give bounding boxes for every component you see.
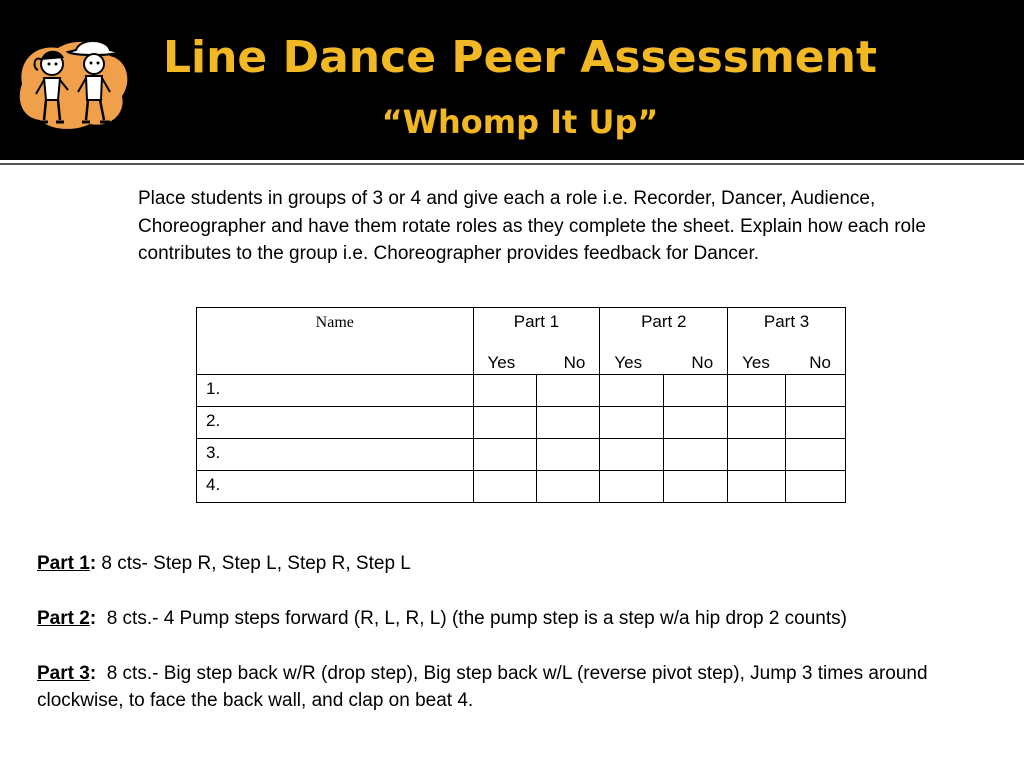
table-cell [664, 471, 728, 503]
part-3-header-label: Part 3 [763, 312, 810, 331]
table-cell [664, 439, 728, 471]
table-cell [473, 471, 537, 503]
table-cell [600, 471, 664, 503]
table-cell [728, 439, 786, 471]
part-3-steps: 8 cts.- Big step back w/R (drop step), Big step back w/L (reverse pivot step), Jump 3 times around clockwise, to face the back wall, and clap on beat 4. [37, 663, 933, 711]
table-cell [664, 375, 728, 407]
title-banner [0, 0, 1024, 160]
part-1-column-header [473, 308, 600, 375]
part-1-label: Part 1 [37, 553, 90, 574]
part-3-yes-label: Yes [742, 353, 770, 372]
table-row [197, 439, 846, 471]
dance-parts-description [37, 550, 1017, 742]
row-number: 3. [197, 439, 474, 471]
divider [0, 163, 1024, 165]
table-cell [537, 375, 600, 407]
part-3-label: Part 3 [37, 663, 90, 684]
table-cell [473, 439, 537, 471]
part-2-colon: : [89, 608, 97, 629]
part-2-description [37, 605, 1017, 632]
table-cell [537, 471, 600, 503]
row-number: 2. [197, 407, 474, 439]
line-dancers-cartoon-icon [14, 34, 132, 132]
part-1-no-label: No [563, 353, 586, 372]
part-3-column-header [728, 308, 846, 375]
part-2-header-label: Part 2 [641, 312, 687, 331]
table-row [197, 471, 846, 503]
table-cell [473, 407, 537, 439]
table-cell [786, 471, 846, 503]
part-3-no-label: No [809, 353, 831, 372]
part-2-no-label: No [691, 353, 714, 372]
part-1-colon: : [89, 553, 97, 574]
row-number: 4. [197, 471, 474, 503]
name-column-header: Name [197, 308, 474, 375]
table-row [197, 375, 846, 407]
table-cell [786, 407, 846, 439]
table-cell [600, 407, 664, 439]
table-cell [786, 375, 846, 407]
page-subtitle: “Whomp It Up” [381, 103, 659, 141]
table-cell [728, 407, 786, 439]
table-cell [537, 407, 600, 439]
table-cell [664, 407, 728, 439]
part-2-label: Part 2 [37, 608, 90, 629]
row-number: 1. [197, 375, 474, 407]
table-cell [728, 471, 786, 503]
table-cell [537, 439, 600, 471]
table-cell [786, 439, 846, 471]
table-header-row [197, 308, 846, 375]
table-cell [728, 375, 786, 407]
part-3-description [37, 660, 1017, 714]
table-cell [600, 375, 664, 407]
part-1-header-label: Part 1 [513, 312, 560, 331]
page-title: Line Dance Peer Assessment [162, 32, 878, 83]
table-cell [600, 439, 664, 471]
part-2-steps: 8 cts.- 4 Pump steps forward (R, L, R, L) (the pump step is a step w/a hip drop 2 counts) [96, 608, 847, 629]
part-2-yes-label: Yes [614, 353, 643, 372]
table-row [197, 407, 846, 439]
instructions-paragraph: Place students in groups of 3 or 4 and give each a role i.e. Recorder, Dancer, Audience, Choreographer and have them rotate roles as they complete the sheet. Explain how each role contributes to the group i.e. Choreographer provides feedback for Dancer. [138, 188, 926, 264]
part-1-yes-label: Yes [487, 353, 516, 372]
part-1-description [37, 550, 1017, 577]
part-3-colon: : [89, 663, 97, 684]
table-cell [473, 375, 537, 407]
part-1-steps: 8 cts- Step R, Step L, Step R, Step L [96, 553, 411, 574]
part-2-column-header [600, 308, 728, 375]
assessment-table [196, 307, 846, 503]
